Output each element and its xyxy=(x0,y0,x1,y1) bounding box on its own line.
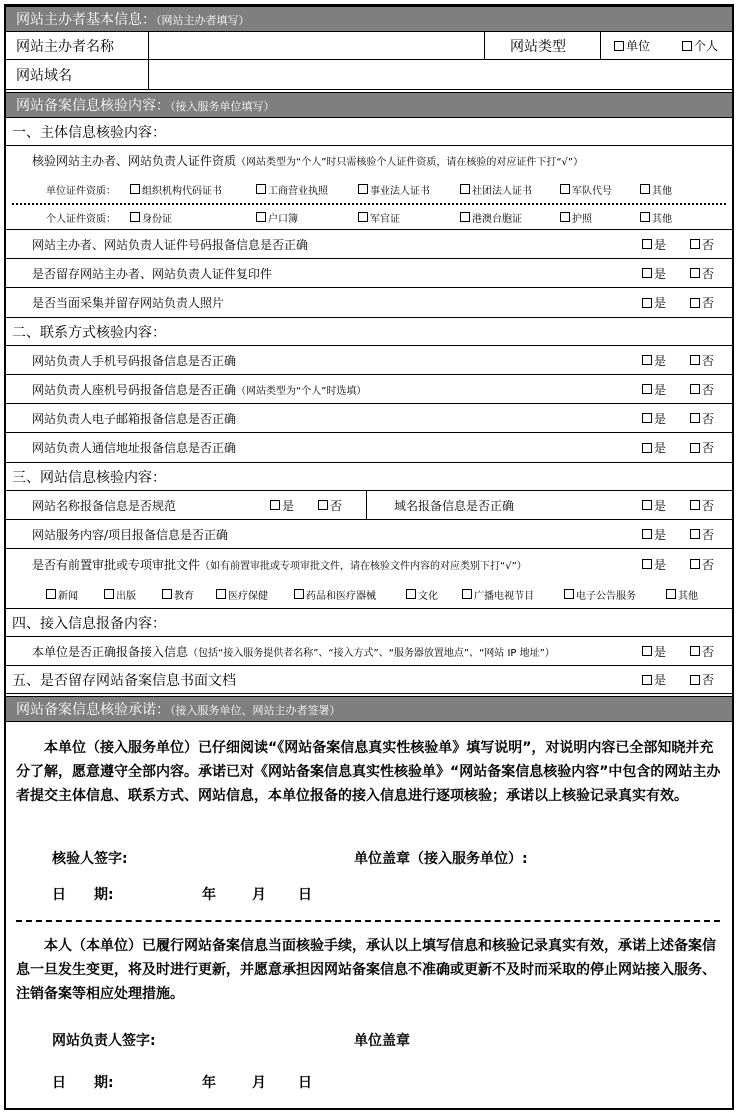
option-label: 否 xyxy=(702,673,715,687)
checkbox[interactable] xyxy=(642,239,652,249)
category-option[interactable] xyxy=(104,580,136,608)
checkbox[interactable] xyxy=(216,589,226,599)
yes-option[interactable] xyxy=(642,346,666,374)
unit-cert-label: 单位证件资质： xyxy=(46,185,116,197)
option-label: 事业法人证书 xyxy=(370,185,430,197)
option-label: 是 xyxy=(654,498,667,513)
yes-option[interactable] xyxy=(270,491,294,519)
option-label: 否 xyxy=(702,411,715,426)
question-text: 域名报备信息是否正确 xyxy=(394,498,515,513)
option-label: 是 xyxy=(654,673,667,687)
option-label: 工商营业执照 xyxy=(268,185,328,197)
person-cert-label: 个人证件资质： xyxy=(46,213,116,225)
option-label: 其他 xyxy=(678,590,698,602)
checkbox[interactable] xyxy=(682,41,692,51)
checkbox[interactable] xyxy=(642,646,652,656)
checkbox[interactable] xyxy=(560,184,570,194)
question-text: 网站名称报备信息是否规范 xyxy=(32,498,177,513)
site-type-person-option[interactable] xyxy=(682,32,718,59)
question-note: （如有前置审批或专项审批文件，请在核验文件内容的对应类别下打“√”） xyxy=(200,560,527,572)
question-text xyxy=(32,549,527,579)
checkbox[interactable] xyxy=(560,212,570,222)
checkbox[interactable] xyxy=(130,212,140,222)
no-option[interactable] xyxy=(690,230,714,258)
option-label: 否 xyxy=(702,296,715,310)
question-text xyxy=(32,375,366,403)
option-label: 是 xyxy=(654,296,667,310)
category-option[interactable] xyxy=(564,580,636,608)
checkbox[interactable] xyxy=(690,443,700,453)
owner-name-label: 网站主办者名称 xyxy=(16,38,114,55)
part1-q3-row xyxy=(6,288,732,318)
question-main: 网站负责人座机号码报备信息是否正确 xyxy=(32,382,237,397)
no-option[interactable] xyxy=(690,491,714,519)
option-label: 广播电视节目 xyxy=(474,590,534,602)
part3-q3-block xyxy=(6,549,732,609)
category-option[interactable] xyxy=(294,580,376,608)
checkbox[interactable] xyxy=(318,500,328,510)
unit-cert-opt[interactable] xyxy=(358,176,430,202)
section-header-basic xyxy=(6,6,732,32)
checkbox[interactable] xyxy=(690,559,700,569)
option-label: 否 xyxy=(702,353,715,368)
part2-q2-row xyxy=(6,375,732,404)
person-cert-opt[interactable] xyxy=(640,204,672,230)
question-text: 网站负责人手机号码报备信息是否正确 xyxy=(32,353,237,368)
verification-form xyxy=(4,4,734,1110)
checkbox[interactable] xyxy=(564,589,574,599)
part3-heading: 三、网站信息核验内容： xyxy=(12,469,166,486)
section-title: 网站备案信息核验承诺： xyxy=(16,702,170,718)
checkbox[interactable] xyxy=(642,500,652,510)
checkbox[interactable] xyxy=(690,355,700,365)
year-label: 年 xyxy=(202,1075,216,1091)
option-label: 社团法人证书 xyxy=(472,185,532,197)
category-option[interactable] xyxy=(462,580,534,608)
part1-heading-row xyxy=(6,118,732,146)
option-label: 是 xyxy=(654,266,667,281)
access-unit-seal-label: 单位盖章（接入服务单位）: xyxy=(354,851,528,867)
option-label: 是 xyxy=(654,527,667,542)
option-label: 组织机构代码证书 xyxy=(142,185,222,197)
question-note: （网站类型为“个人”时选填） xyxy=(236,385,367,397)
option-label: 电子公告服务 xyxy=(576,590,636,602)
part5-heading: 五、是否留存网站备案信息书面文档 xyxy=(12,672,236,689)
question-text xyxy=(32,637,555,665)
option-label: 否 xyxy=(702,441,715,455)
cert-block xyxy=(6,146,732,230)
option-label: 单位 xyxy=(626,39,651,53)
promise-paragraph-access: 本单位（接入服务单位）已仔细阅读“《网站备案信息真实性核验单》填写说明”，对说明内容已全部知晓并充分了解，愿意遵守全部内容。承诺已对《网站备案信息真实性核验单》“网站备案信息核验内容”中包含的网站主办者提交主体信息、联系方式、网站信息，本单位报备的接入信息进行逐项核验；承诺以上核验记录真实有效。 xyxy=(16,740,721,804)
person-cert-opt[interactable] xyxy=(560,204,592,230)
checkbox[interactable] xyxy=(690,298,700,308)
category-option[interactable] xyxy=(216,580,268,608)
checkbox[interactable] xyxy=(358,184,368,194)
checkbox[interactable] xyxy=(406,589,416,599)
section-header-verify xyxy=(6,92,732,118)
checkbox[interactable] xyxy=(690,675,700,685)
checkbox[interactable] xyxy=(690,529,700,539)
checkbox[interactable] xyxy=(666,589,676,599)
part4-heading: 四、接入信息报备内容： xyxy=(12,615,166,632)
checkbox[interactable] xyxy=(104,589,114,599)
no-option[interactable] xyxy=(690,433,714,462)
unit-cert-opt[interactable] xyxy=(640,176,672,202)
part3-q2-row xyxy=(6,520,732,549)
question-main: 本单位是否正确报备接入信息 xyxy=(32,644,189,659)
person-cert-opt[interactable] xyxy=(130,204,172,230)
checkbox[interactable] xyxy=(162,589,172,599)
site-type-label: 网站类型 xyxy=(510,38,566,55)
yes-option[interactable] xyxy=(642,637,666,665)
section-title: 网站备案信息核验内容： xyxy=(16,98,170,114)
option-label: 新闻 xyxy=(58,590,78,602)
yes-option[interactable] xyxy=(642,520,666,548)
no-option[interactable] xyxy=(690,666,714,693)
checkbox[interactable] xyxy=(690,413,700,423)
no-option[interactable] xyxy=(318,491,342,519)
yes-option[interactable] xyxy=(642,288,666,317)
section-title: 网站主办者基本信息： xyxy=(16,12,156,28)
checkbox[interactable] xyxy=(642,268,652,278)
option-label: 是 xyxy=(654,644,667,659)
option-label: 否 xyxy=(702,266,715,281)
part2-q4-row xyxy=(6,433,732,463)
person-cert-opt[interactable] xyxy=(256,204,298,230)
checkbox[interactable] xyxy=(642,675,652,685)
part3-q1-row xyxy=(6,491,732,520)
dashed-divider xyxy=(16,920,720,922)
owner-name-field[interactable] xyxy=(149,32,484,59)
part5-row xyxy=(6,666,732,694)
part2-heading: 二、联系方式核验内容： xyxy=(12,324,166,341)
checkbox[interactable] xyxy=(256,212,266,222)
option-label: 是 xyxy=(654,353,667,368)
promise-paragraph-owner: 本人（本单位）已履行网站备案信息当面核验手续，承认以上填写信息和核验记录真实有效，承诺上述备案信息一旦发生变更，将及时进行更新，并愿意承担因网站备案信息不准确或更新不及时而采取的停止网站接入服务、注销备案等相应处理措施。 xyxy=(16,938,716,1002)
part1-q2-row xyxy=(6,259,732,288)
option-label: 医疗保健 xyxy=(228,590,268,602)
question-text: 是否留存网站主办者、网站负责人证件复印件 xyxy=(32,266,273,281)
option-label: 身份证 xyxy=(142,213,172,225)
yes-option[interactable] xyxy=(642,549,666,579)
yes-option[interactable] xyxy=(642,666,666,693)
option-label: 否 xyxy=(702,382,715,397)
checkbox[interactable] xyxy=(614,41,624,51)
section-note: （网站主办者填写） xyxy=(156,14,250,27)
part4-heading-row xyxy=(6,609,732,637)
no-option[interactable] xyxy=(690,375,714,403)
checkbox[interactable] xyxy=(358,212,368,222)
question-main: 是否有前置审批或专项审批文件 xyxy=(32,557,201,572)
checkbox[interactable] xyxy=(460,184,470,194)
no-option[interactable] xyxy=(690,346,714,374)
option-label: 否 xyxy=(702,527,715,542)
category-option[interactable] xyxy=(406,580,438,608)
question-note: （包括“接入服务提供者名称”、“接入方式”、“服务器放置地点”、“网站 IP 地址”） xyxy=(188,647,555,659)
date-label: 日 期: xyxy=(52,1075,114,1091)
option-label: 是 xyxy=(654,441,667,455)
checkbox[interactable] xyxy=(460,212,470,222)
site-type-unit-option[interactable] xyxy=(614,32,650,59)
yes-option[interactable] xyxy=(642,259,666,287)
question-text: 网站主办者、网站负责人证件号码报备信息是否正确 xyxy=(32,237,309,252)
option-label: 其他 xyxy=(652,213,672,225)
checkbox[interactable] xyxy=(642,529,652,539)
checkbox[interactable] xyxy=(46,589,56,599)
question-text: 核验网站主办者、网站负责人证件资质 xyxy=(32,153,237,168)
option-label: 户口簿 xyxy=(268,213,298,225)
unit-cert-opt[interactable] xyxy=(560,176,612,202)
option-label: 是 xyxy=(654,382,667,397)
unit-cert-opt[interactable] xyxy=(130,176,222,202)
no-option[interactable] xyxy=(690,637,714,665)
no-option[interactable] xyxy=(690,288,714,317)
checkbox[interactable] xyxy=(642,355,652,365)
no-option[interactable] xyxy=(690,520,714,548)
checkbox[interactable] xyxy=(642,443,652,453)
domain-field[interactable] xyxy=(149,60,729,89)
yes-option[interactable] xyxy=(642,230,666,258)
option-label: 文化 xyxy=(418,590,438,602)
question-text: 网站负责人电子邮箱报备信息是否正确 xyxy=(32,411,237,426)
part3-heading-row xyxy=(6,463,732,491)
month-label: 月 xyxy=(252,1075,266,1091)
domain-row xyxy=(6,60,732,90)
option-label: 护照 xyxy=(572,213,592,225)
no-option[interactable] xyxy=(690,259,714,287)
checkbox[interactable] xyxy=(130,184,140,194)
unit-cert-opt[interactable] xyxy=(460,176,532,202)
checkbox[interactable] xyxy=(294,589,304,599)
option-label: 港澳台胞证 xyxy=(472,213,522,225)
option-label: 是 xyxy=(654,237,667,252)
year-label: 年 xyxy=(202,887,216,903)
no-option[interactable] xyxy=(690,404,714,432)
checkbox[interactable] xyxy=(642,413,652,423)
option-label: 个人 xyxy=(694,39,719,53)
checkbox[interactable] xyxy=(690,268,700,278)
option-label: 是 xyxy=(282,498,295,513)
option-label: 军官证 xyxy=(370,213,400,225)
part1-q1-row xyxy=(6,230,732,259)
option-label: 是 xyxy=(654,557,667,572)
date-label: 日 期: xyxy=(52,887,114,903)
section-note: （接入服务单位填写） xyxy=(170,100,275,113)
checkbox[interactable] xyxy=(642,298,652,308)
day-label: 日 xyxy=(298,1075,312,1091)
category-option[interactable] xyxy=(162,580,194,608)
part2-q1-row xyxy=(6,346,732,375)
part2-q3-row xyxy=(6,404,732,433)
owner-name-row xyxy=(6,32,732,60)
checkbox[interactable] xyxy=(690,239,700,249)
section-note: （接入服务单位、网站主办者签署） xyxy=(170,704,341,717)
option-label: 教育 xyxy=(174,590,194,602)
option-label: 否 xyxy=(702,237,715,252)
checkbox[interactable] xyxy=(690,500,700,510)
option-label: 否 xyxy=(702,498,715,513)
no-option[interactable] xyxy=(690,549,714,579)
verifier-sign-label: 核验人签字: xyxy=(52,851,128,867)
question-text: 网站负责人通信地址报备信息是否正确 xyxy=(32,441,237,455)
question-text: 网站服务内容/项目报备信息是否正确 xyxy=(32,527,229,542)
unit-seal-label: 单位盖章 xyxy=(354,1033,410,1049)
person-cert-opt[interactable] xyxy=(358,204,400,230)
unit-cert-opt[interactable] xyxy=(256,176,328,202)
checkbox[interactable] xyxy=(270,500,280,510)
part4-q1-row xyxy=(6,637,732,666)
option-label: 否 xyxy=(702,557,715,572)
option-label: 军队代号 xyxy=(572,185,612,197)
option-label: 是 xyxy=(654,411,667,426)
checkbox[interactable] xyxy=(690,646,700,656)
checkbox[interactable] xyxy=(690,384,700,394)
option-label: 其他 xyxy=(652,185,672,197)
question-note: （网站类型为“个人”时只需核验个人证件资质，请在核验的对应证件下打“√”） xyxy=(236,156,584,168)
checkbox[interactable] xyxy=(640,212,650,222)
yes-option[interactable] xyxy=(642,491,666,519)
yes-option[interactable] xyxy=(642,375,666,403)
domain-label: 网站域名 xyxy=(16,67,72,84)
checkbox[interactable] xyxy=(256,184,266,194)
option-label: 出版 xyxy=(116,590,136,602)
checkbox[interactable] xyxy=(640,184,650,194)
option-label: 药品和医疗器械 xyxy=(306,590,376,602)
checkbox[interactable] xyxy=(642,559,652,569)
day-label: 日 xyxy=(298,887,312,903)
owner-sign-label: 网站负责人签字: xyxy=(52,1033,156,1049)
category-option[interactable] xyxy=(46,580,78,608)
month-label: 月 xyxy=(252,887,266,903)
part1-heading: 一、主体信息核验内容： xyxy=(12,124,166,141)
option-label: 否 xyxy=(330,498,343,513)
yes-option[interactable] xyxy=(642,433,666,462)
checkbox[interactable] xyxy=(462,589,472,599)
section-header-promise xyxy=(6,696,732,722)
checkbox[interactable] xyxy=(642,384,652,394)
question-text: 是否当面采集并留存网站负责人照片 xyxy=(32,296,225,310)
option-label: 否 xyxy=(702,644,715,659)
cert-question xyxy=(32,146,583,174)
yes-option[interactable] xyxy=(642,404,666,432)
category-option[interactable] xyxy=(666,580,698,608)
person-cert-opt[interactable] xyxy=(460,204,522,230)
part2-heading-row xyxy=(6,318,732,346)
